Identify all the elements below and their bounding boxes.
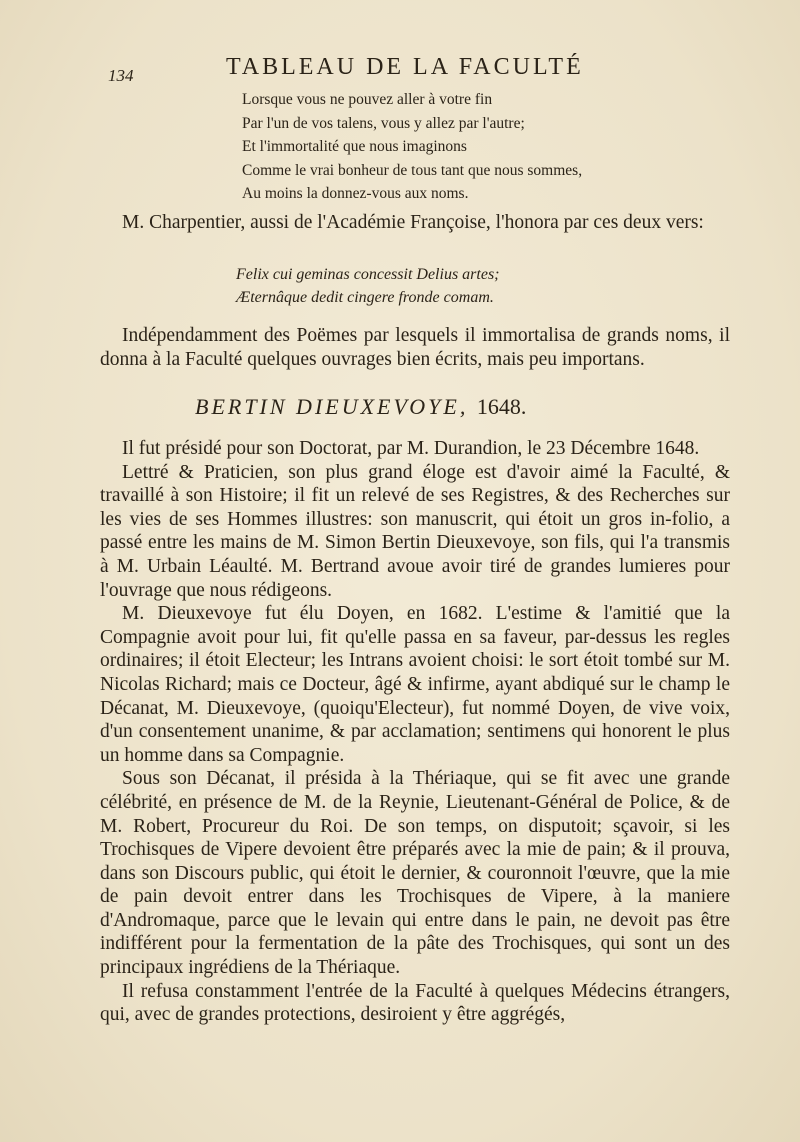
page-header [100, 50, 720, 90]
running-title: TABLEAU DE LA FACULTÉ [226, 54, 584, 80]
section-heading-name: BERTIN DIEUXEVOYE, [195, 394, 469, 419]
body-paragraph: Il refusa constamment l'entrée de la Faculté à quelques Médecins étrangers, qui, avec de grandes protections, desiroient y être aggrégés, [100, 980, 730, 1026]
body-paragraph: Il fut présidé pour son Doctorat, par M. Durandion, le 23 Décembre 1648. [122, 438, 700, 459]
latin-verse [236, 263, 696, 309]
latin-line: Æternâque dedit cingere fronde comam. [236, 289, 494, 306]
section-heading-year: 1648. [476, 394, 527, 419]
charpentier-paragraph: M. Charpentier, aussi de l'Académie Françoise, l'honora par ces deux vers: [122, 212, 704, 233]
body-text [100, 437, 730, 1027]
independamment-paragraph-block [100, 324, 730, 371]
verse-line: Comme le vrai bonheur de tous tant que nous sommes, [242, 161, 583, 179]
body-paragraph: Lettré & Praticien, son plus grand éloge est d'avoir aimé la Faculté, & travaillé à son Histoire; il fit un relevé de ses Registres, & des Recherches sur les vies de ses Hommes illustres: son manuscrit, qui étoit un gros in-folio, a passé entre les mains de M. Simon Bertin Dieuxevoye, son fils, qui l'a transmis à M. Urbain Léaulté. M. Bertrand avoue avoir tiré de grandes lumieres pour l'ouvrage que nous rédigeons. [100, 461, 730, 601]
section-heading [195, 394, 635, 420]
independamment-paragraph: Indépendamment des Poëmes par lesquels il immortalisa de grands noms, il donna à la Faculté quelques ouvrages bien écrits, mais peu importans. [100, 325, 730, 370]
verse-line: Par l'un de vos talens, vous y allez par l'autre; [242, 114, 525, 132]
body-paragraph: M. Dieuxevoye fut élu Doyen, en 1682. L'estime & l'amitié que la Compagnie avoit pour lui, fit qu'elle passa en sa faveur, par-dessus les regles ordinaires; il étoit Electeur; les Intrans avoient choisi: le sort étoit tombé sur M. Nicolas Richard; mais ce Docteur, âgé & infirme, ayant abdiqué sur le champ le Décanat, M. Dieuxevoye, (quoiqu'Electeur), fut nommé Doyen, de vive voix, d'un consentement unanime, & par acclamation; sentimens qui honorent le plus un homme dans sa Compagnie. [100, 603, 730, 766]
page-number: 134 [108, 66, 134, 85]
verse-line: Et l'immortalité que nous imaginons [242, 138, 467, 155]
latin-line: Felix cui geminas concessit Delius artes; [236, 266, 500, 283]
verse-line: Lorsque vous ne pouvez aller à votre fin [242, 91, 493, 108]
french-verse [242, 88, 682, 206]
body-paragraph: Sous son Décanat, il présida à la Thériaque, qui se fit avec une grande célébrité, en présence de M. de la Reynie, Lieutenant-Général de Police, & de M. Robert, Procureur du Roi. De son temps, on disputoit; sçavoir, si les Trochisques de Vipere devoient être préparés avec la mie de pain; & il prouva, dans son Discours public, qui étoit le dernier, & couronnoit l'œuvre, que la mie de pain devoit entrer dans les Trochisques de Vipere, à la maniere d'Andromaque, parce que le levain qui entre dans le pain, ne devoit pas être indifférent pour la fermentation de la pâte des Trochisques, qui sont un des principaux ingrédiens de la Thériaque. [100, 768, 730, 979]
verse-line: Au moins la donnez-vous aux noms. [242, 185, 469, 202]
charpentier-paragraph-block [100, 211, 730, 235]
